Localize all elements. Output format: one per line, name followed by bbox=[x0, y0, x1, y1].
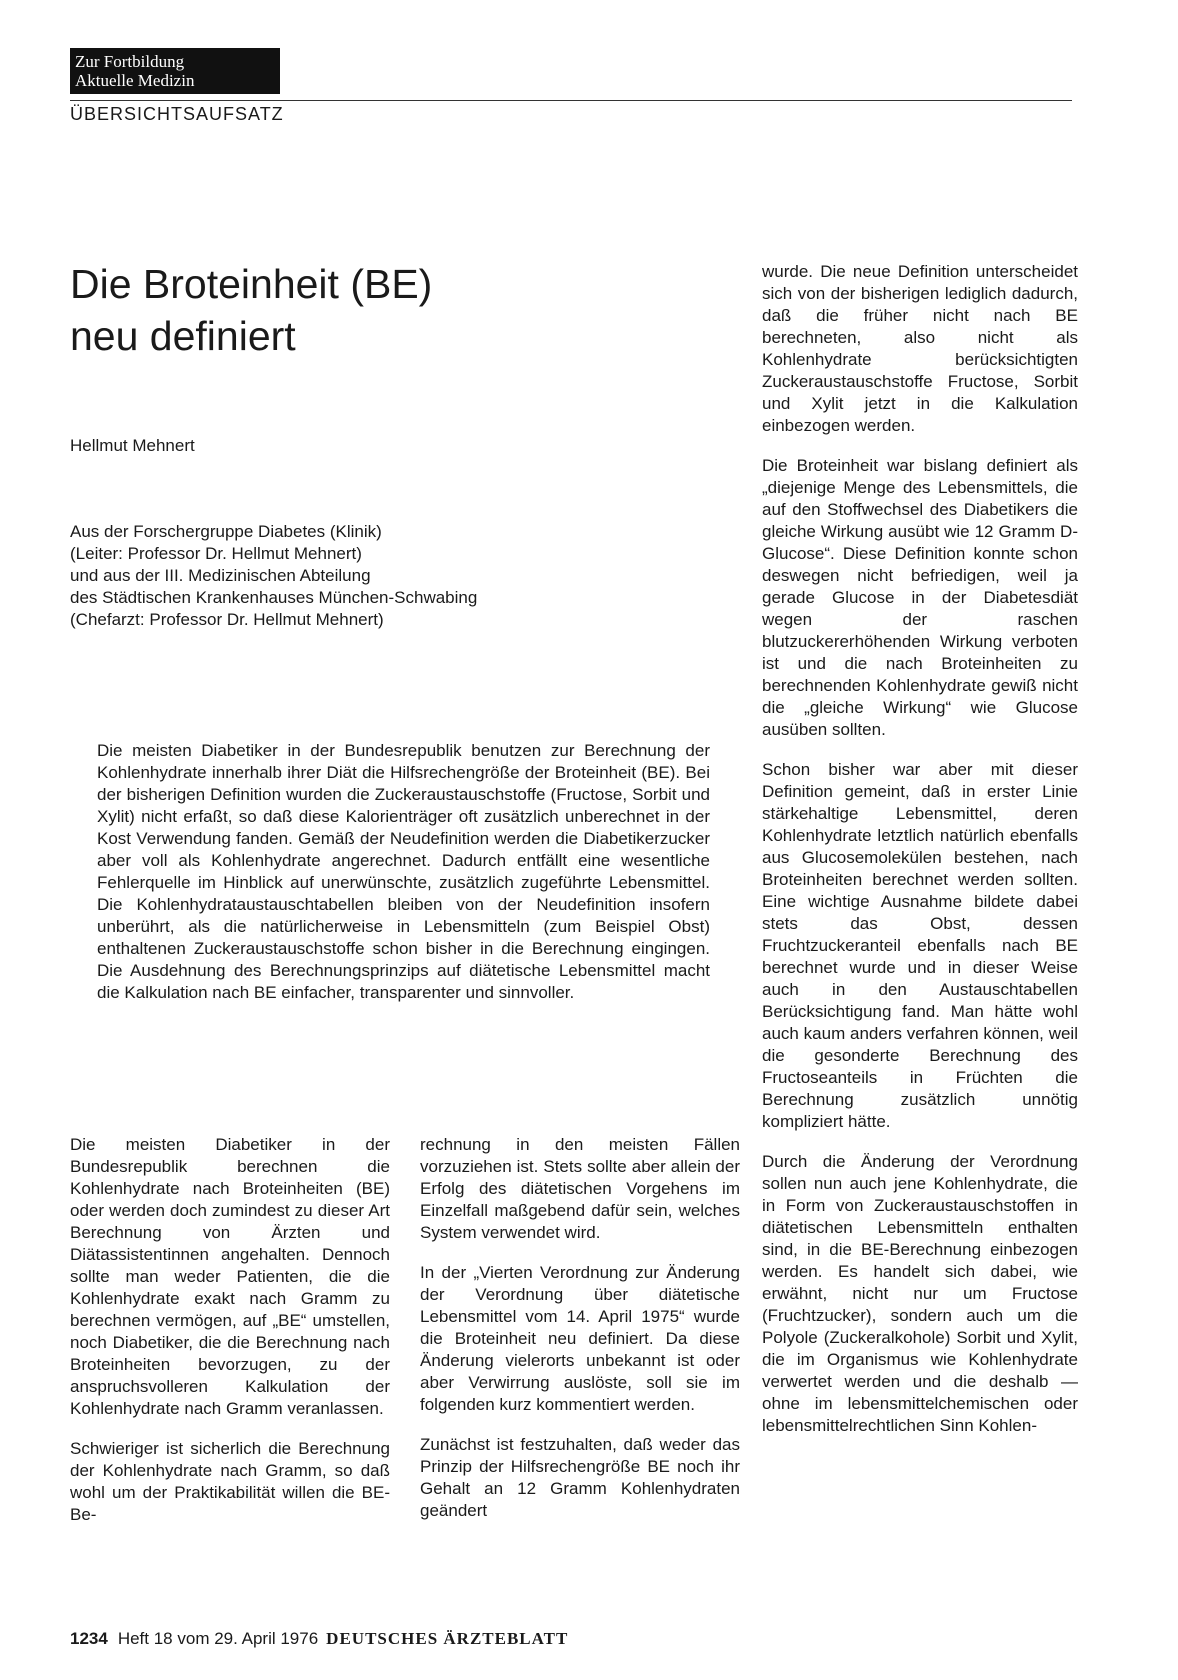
paragraph: Schon bisher war aber mit dieser Definition gemeint, daß in erster Linie stärkehaltige Lebensmittel, deren Kohlenhydrate letztlich natürlich ebenfalls aus Glucosemolekülen bestehen, nach Broteinheiten berechnet werden sollten. Eine wichtige Ausnahme bildete dabei stets das Obst, dessen Fruchtzuckeranteil ebenfalls nach BE berechnet wurde und in dieser Weise auch in den Austauschtabellen Berücksichtigung fand. Man hätte wohl auch kaum anders verfahren können, weil die gesonderte Berechnung des Fructoseanteils in Früchten die Berechnung zusätzlich unnötig kompliziert hätte. bbox=[762, 760, 1078, 1131]
affiliation-line: des Städtischen Krankenhauses München-Schwabing bbox=[70, 588, 478, 607]
paragraph: Die meisten Diabetiker in der Bundesrepublik berechnen die Kohlenhydrate nach Broteinheiten (BE) oder werden doch zumindest zu dieser Art Berechnung von Ärzten und Diätassistentinnen angehalten. Dennoch sollte man weder Patienten, die die Kohlenhydrate exakt nach Gramm zu berechnen vermögen, auf „BE“ umstellen, noch Diabetiker, die die Berechnung nach Broteinheiten bevorzugen, zu der anspruchsvolleren Kalkulation der Kohlenhydrate nach Gramm veranlassen. bbox=[70, 1135, 390, 1418]
paragraph: Die Broteinheit war bislang definiert als „diejenige Menge des Lebensmittels, die auf den Stoffwechsel des Diabetikers die gleiche Wirkung ausübt wie 12 Gramm D-Glucose“. Diese Definition konnte schon deswegen nicht befriedigen, weil ja gerade Glucose in der Diabetesdiät wegen der raschen blutzuckererhöhenden Wirkung verboten ist und die nach Broteinheiten zu berechnenden Kohlenhydrate gewiß nicht die „gleiche Wirkung“ wie Glucose ausüben sollten. bbox=[762, 456, 1078, 739]
affiliation bbox=[70, 521, 690, 631]
affiliation-line: (Leiter: Professor Dr. Hellmut Mehnert) bbox=[70, 544, 362, 563]
paragraph: wurde. Die neue Definition unterscheidet sich von der bisherigen lediglich dadurch, daß die früher nicht nach BE berechneten, also nicht als Kohlenhydrate berücksichtigten Zuckeraustauschstoffe Fructose, Sorbit und Xylit jetzt in die Kalkulation einbezogen werden. bbox=[762, 262, 1078, 435]
paragraph: Durch die Änderung der Verordnung sollen nun auch jene Kohlenhydrate, die in Form von Zuckeraustauschstoffen in diätetischen Lebensmitteln enthalten sind, in die BE-Berechnung einbezogen werden. Es handelt sich dabei, wie erwähnt, nicht nur um Fructose (Fruchtzucker), sondern auch um die Polyole (Zuckeralkohole) Sorbit und Xylit, die im Organismus wie Kohlenhydrate verwertet werden und die deshalb — ohne im lebensmittelchemischen oder lebensmittelrechtlichen Sinn Kohlen- bbox=[762, 1152, 1078, 1435]
paragraph: rechnung in den meisten Fällen vorzuziehen ist. Stets sollte aber allein der Erfolg des diätetischen Vorgehens im Einzelfall maßgebend dafür sein, welches System verwendet wird. bbox=[420, 1135, 740, 1242]
rubric-badge bbox=[70, 48, 280, 94]
page-footer bbox=[70, 1629, 568, 1649]
affiliation-line: und aus der III. Medizinischen Abteilung bbox=[70, 566, 371, 585]
paragraph: In der „Vierten Verordnung zur Änderung der Verordnung über diätetische Lebensmittel vom 14. April 1975“ wurde die Broteinheit neu definiert. Da diese Änderung vielerorts unbekannt ist oder aber Verwirrung auslöste, soll sie im folgenden kurz kommentiert werden. bbox=[420, 1263, 740, 1414]
badge-line-1: Zur Fortbildung bbox=[75, 52, 185, 71]
affiliation-line: Aus der Forschergruppe Diabetes (Klinik) bbox=[70, 522, 382, 541]
abstract: Die meisten Diabetiker in der Bundesrepublik benutzen zur Berechnung der Kohlenhydrate innerhalb ihrer Diät die Hilfsrechengröße der Broteinheit (BE). Bei der bisherigen Definition wurden die Zuckeraustauschstoffe (Fructose, Sorbit und Xylit) nicht erfaßt, so daß diese Kalorienträger oft zusätzlich unberechnet in der Kost Verwendung fanden. Gemäß der Neudefinition werden die Diabetikerzucker aber voll als Kohlenhydrate angerechnet. Dadurch entfällt eine wesentliche Fehlerquelle im Hinblick auf unerwünschte, zusätzlich zugeführte Lebensmittel. Die Kohlenhydrataustauschtabellen bleiben von der Neudefinition insofern unberührt, als die natürlicherweise in Lebensmitteln (zum Beispiel Obst) enthaltenen Zuckeraustauschstoffe schon bisher in die Berechnung eingingen. Die Ausdehnung des Berechnungsprinzips auf diätetische Lebensmittel macht die Kalkulation nach BE einfacher, transparenter und sinnvoller. bbox=[97, 741, 710, 1002]
section-label: ÜBERSICHTSAUFSATZ bbox=[70, 104, 284, 124]
body-column-1 bbox=[70, 1134, 390, 1544]
title-line-1: Die Broteinheit (BE) bbox=[70, 261, 433, 307]
author-name: Hellmut Mehnert bbox=[70, 436, 195, 455]
journal-name: DEUTSCHES ÄRZTEBLATT bbox=[326, 1629, 569, 1648]
issue-info: Heft 18 vom 29. April 1976 bbox=[117, 1629, 319, 1648]
page-number: 1234 bbox=[70, 1629, 108, 1648]
paragraph: Schwieriger ist sicherlich die Berechnung der Kohlenhydrate nach Gramm, so daß wohl um der Praktikabilität willen die BE-Be- bbox=[70, 1439, 390, 1524]
body-column-2 bbox=[420, 1134, 740, 1540]
affiliation-line: (Chefarzt: Professor Dr. Hellmut Mehnert) bbox=[70, 610, 384, 629]
header-rule bbox=[70, 100, 1072, 101]
paragraph: Zunächst ist festzuhalten, daß weder das Prinzip der Hilfsrechengröße BE noch ihr Gehalt an 12 Gramm Kohlenhydraten geändert bbox=[420, 1435, 740, 1520]
badge-line-2: Aktuelle Medizin bbox=[75, 71, 195, 90]
body-column-3 bbox=[762, 261, 1078, 1455]
article-title bbox=[70, 258, 690, 362]
title-line-2: neu definiert bbox=[70, 313, 296, 359]
